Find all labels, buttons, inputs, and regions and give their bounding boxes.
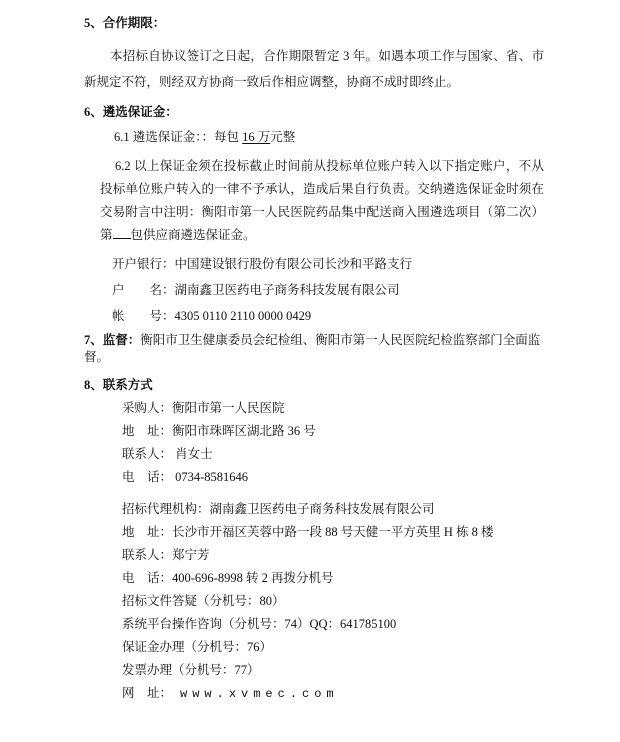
clause-6-1-prefix: 6.1 遴选保证金：：每包 [114, 130, 243, 144]
section-6-heading: 6、遴选保证金： [84, 105, 178, 119]
clause-6-1-suffix: 元整 [270, 130, 296, 144]
purchaser-address-line: 地 址：衡阳市珠晖区湖北路 36 号 [122, 424, 316, 438]
section-8-heading: 8、联系方式 [84, 378, 153, 392]
clause-6-2-text-after: 包供应商遴选保证金。 [130, 228, 256, 242]
account-number-line: 帐 号：4305 0110 2110 0000 0429 [112, 309, 312, 323]
section-5-paragraph: 本招标自协议签订之日起，合作期限暂定 3 年。如遇本项工作与国家、省、市新规定不符，则经双方协商一致后作相应调整，协商不成时即终止。 [84, 49, 544, 89]
account-name-line: 户 名：湖南鑫卫医药电子商务科技发展有限公司 [112, 283, 400, 297]
agency-contact-line: 联系人：郑宁芳 [122, 548, 210, 562]
agency-line: 招标代理机构：湖南鑫卫医药电子商务科技发展有限公司 [122, 502, 435, 516]
section-7-line [84, 332, 544, 366]
website-label: 网 址： [122, 686, 173, 700]
website-line [122, 685, 544, 703]
clause-6-1 [114, 129, 544, 146]
section-7-text: 衡阳市卫生健康委员会纪检组、衡阳市第一人民医院纪检监察部门全面监督。 [84, 333, 541, 364]
purchaser-line: 采购人：衡阳市第一人民医院 [122, 401, 285, 415]
bank-name-line: 开户银行：中国建设银行股份有限公司长沙和平路支行 [112, 257, 413, 271]
agency-phone-line: 电 话：400-696-8998 转 2 再拨分机号 [122, 571, 334, 585]
invoice-handling-line: 发票办理（分机号：77） [122, 663, 260, 677]
clause-6-2 [100, 155, 544, 247]
section-7-heading: 7、监督： [84, 333, 141, 347]
package-number-blank [113, 227, 131, 239]
website-url: www.xvmec.com [180, 687, 339, 701]
doc-qa-extension-line: 招标文件答疑（分机号：80） [122, 594, 285, 608]
deposit-handling-line: 保证金办理（分机号：76） [122, 640, 273, 654]
platform-support-line: 系统平台操作咨询（分机号：74）QQ：641785100 [122, 617, 397, 631]
clause-6-2-text-before: 6.2 以上保证金须在投标截止时间前从投标单位账户转入以下指定账户，不从投标单位账户转入的一律不予承认，造成后果自行负责。交纳遴选保证金时须在交易附言中注明：衡阳市第一人民医院药品集中配送商入围遴选项目（第二次）第 [100, 159, 544, 242]
deposit-amount-underlined: 16 万 [242, 130, 271, 144]
agency-address-line: 地 址：长沙市开福区芙蓉中路一段 88 号天健一平方英里 H 栋 8 楼 [122, 525, 494, 539]
purchaser-contact-line: 联系人： 肖女士 [122, 447, 213, 461]
section-5-heading: 5、合作期限： [84, 16, 166, 30]
purchaser-phone-line: 电 话： 0734-8581646 [122, 470, 249, 484]
